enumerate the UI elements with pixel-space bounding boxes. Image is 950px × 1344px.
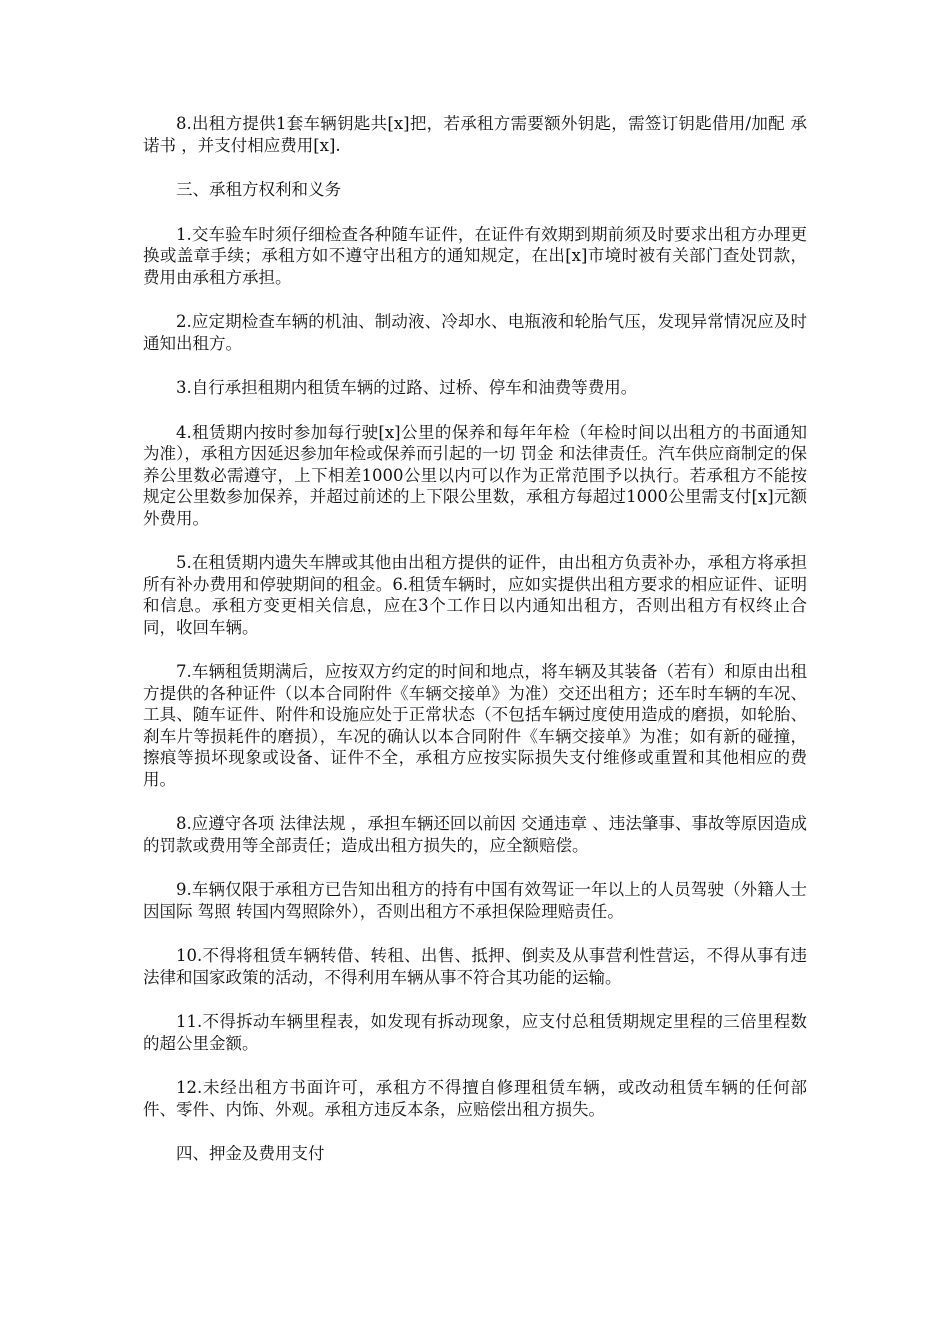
- clause-3-5-6: 5.在租赁期内遗失车牌或其他由出租方提供的证件，由出租方负责补办，承租方将承担所有补办费用和停驶期间的租金。6.租赁车辆时，应如实提供出租方要求的相应证件、证明和信息。承租方变更相关信息，应在3个工作日以内通知出租方，否则出租方有权终止合同，收回车辆。: [143, 553, 807, 637]
- clause-3-12: 12.未经出租方书面许可，承租方不得擅自修理租赁车辆，或改动租赁车辆的任何部件、零件、内饰、外观。承租方违反本条，应赔偿出租方损失。: [143, 1078, 807, 1119]
- clause-3-2: 2.应定期检查车辆的机油、制动液、冷却水、电瓶液和轮胎气压，发现异常情况应及时通知出租方。: [143, 312, 807, 353]
- clause-3-3: 3.自行承担租期内租赁车辆的过路、过桥、停车和油费等费用。: [176, 378, 638, 397]
- section-heading-deposit-payment: 四、押金及费用支付: [176, 1144, 325, 1163]
- clause-3-4: 4.租赁期内按时参加每行驶[x]公里的保养和每年年检（年检时间以出租方的书面通知为准），承租方因延迟参加年检或保养而引起的一切 罚金 和法律责任。汽车供应商制定的保养公里数必需遵守，上下相差1000公里以内可以作为正常范围予以执行。若承租方不能按规定公里数参加保养，并超过前述的上下限公里数，承租方每超过1000公里需支付[x]元额外费用。: [143, 422, 807, 528]
- section-heading-lessee-rights: 三、承租方权利和义务: [176, 180, 341, 199]
- clause-3-1: 1.交车验车时须仔细检查各种随车证件，在证件有效期到期前须及时要求出租方办理更换或盖章手续；承租方如不遵守出租方的通知规定，在出[x]市境时被有关部门查处罚款，费用由承租方承担。: [143, 224, 807, 287]
- clause-3-7: 7.车辆租赁期满后，应按双方约定的时间和地点，将车辆及其装备（若有）和原由出租方提供的各种证件（以本合同附件《车辆交接单》为准）交还出租方；还车时车辆的车况、工具、随车证件、附件和设施应处于正常状态（不包括车辆过度使用造成的磨损，如轮胎、刹车片等损耗件的磨损），车况的确认以本合同附件《车辆交接单》为准；如有新的碰撞，擦痕等损坏现象或设备、证件不全，承租方应按实际损失支付维修或重置和其他相应的费用。: [143, 662, 807, 789]
- clause-3-8: 8.应遵守各项 法律法规 ，承担车辆还回以前因 交通违章 、违法肇事、事故等原因造成的罚款或费用等全部责任；造成出租方损失的，应全额赔偿。: [143, 814, 807, 855]
- clause-3-11: 11.不得拆动车辆里程表，如发现有拆动现象，应支付总租赁期规定里程的三倍里程数的超公里金额。: [143, 1012, 807, 1053]
- clause-2-8-keys: 8.出租方提供1套车辆钥匙共[x]把，若承租方需要额外钥匙，需签订钥匙借用/加配 承诺书 ，并支付相应费用[x].: [143, 114, 807, 155]
- document-body: [143, 113, 807, 1188]
- clause-3-10: 10.不得将租赁车辆转借、转租、出售、抵押、倒卖及从事营利性营运，不得从事有违法律和国家政策的活动，不得利用车辆从事不符合其功能的运输。: [143, 946, 807, 987]
- clause-3-9: 9.车辆仅限于承租方已告知出租方的持有中国有效驾证一年以上的人员驾驶（外籍人士因国际 驾照 转国内驾照除外），否则出租方不承担保险理赔责任。: [143, 880, 807, 921]
